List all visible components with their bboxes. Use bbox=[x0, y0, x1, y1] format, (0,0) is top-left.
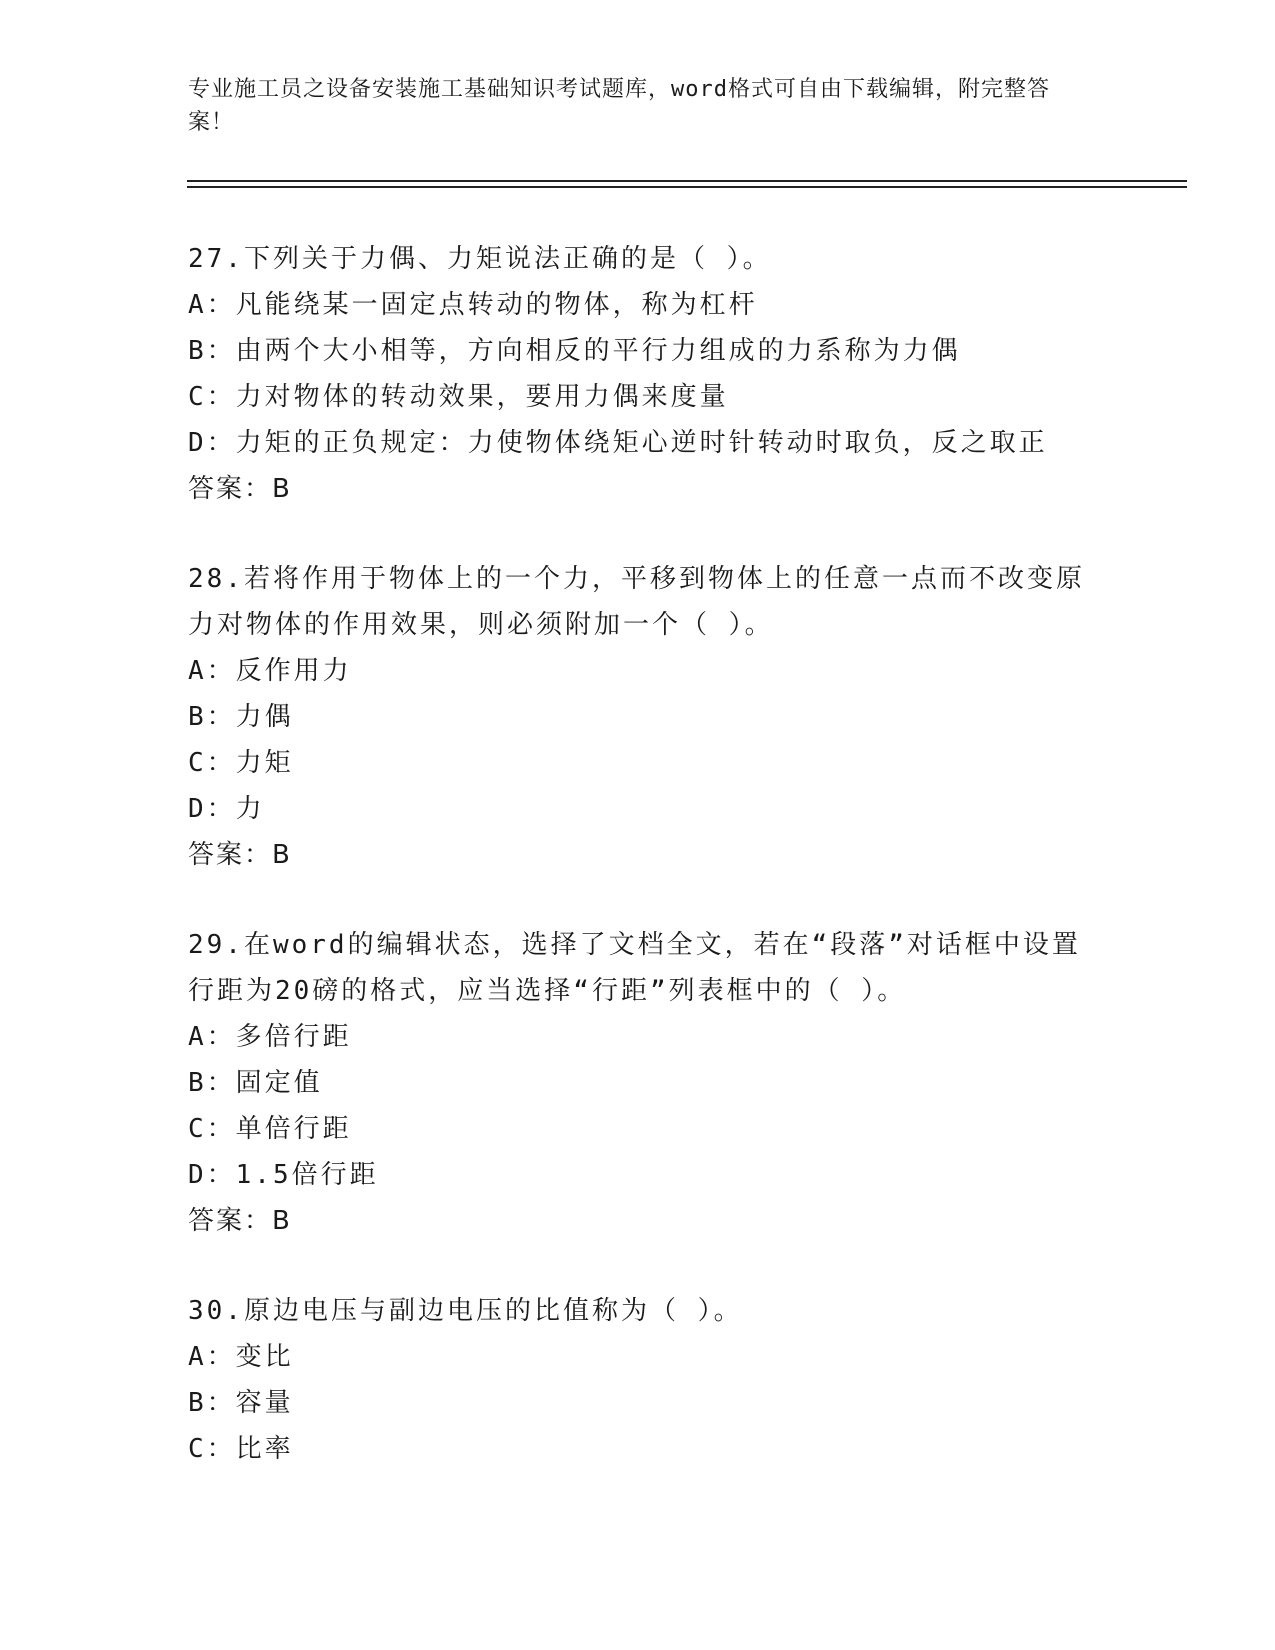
question-text: 30.原边电压与副边电压的比值称为（ ）。 bbox=[188, 1296, 743, 1326]
question-text: 27.下列关于力偶、力矩说法正确的是（ ）。 bbox=[188, 244, 772, 274]
option-a: A：变比 bbox=[188, 1342, 294, 1372]
option-b: B：固定值 bbox=[188, 1068, 323, 1098]
option-b: B：力偶 bbox=[188, 702, 294, 732]
option-c: C：比率 bbox=[188, 1434, 294, 1464]
header-divider-top bbox=[187, 180, 1187, 182]
option-d: D：力 bbox=[188, 794, 265, 824]
question-28 bbox=[188, 556, 1088, 878]
option-b: B：由两个大小相等，方向相反的平行力组成的力系称为力偶 bbox=[188, 336, 961, 366]
question-27 bbox=[188, 236, 1088, 512]
option-c: C：力对物体的转动效果，要用力偶来度量 bbox=[188, 382, 729, 412]
answer: 答案：B bbox=[188, 1206, 292, 1236]
document-header bbox=[188, 73, 1068, 139]
question-list bbox=[188, 236, 1088, 1516]
question-text: 29.在word的编辑状态，选择了文档全文，若在“段落”对话框中设置行距为20磅的格式，应当选择“行距”列表框中的（ ）。 bbox=[188, 930, 1081, 1006]
question-29 bbox=[188, 922, 1088, 1244]
option-b: B：容量 bbox=[188, 1388, 294, 1418]
option-c: C：单倍行距 bbox=[188, 1114, 352, 1144]
answer: 答案：B bbox=[188, 840, 292, 870]
header-description: 专业施工员之设备安装施工基础知识考试题库，word格式可自由下载编辑，附完整答案！ bbox=[188, 77, 1050, 135]
header-divider-bottom bbox=[187, 186, 1187, 188]
question-text: 28.若将作用于物体上的一个力，平移到物体上的任意一点而不改变原力对物体的作用效果，则必须附加一个（ ）。 bbox=[188, 564, 1085, 640]
option-a: A：反作用力 bbox=[188, 656, 352, 686]
option-a: A：多倍行距 bbox=[188, 1022, 352, 1052]
option-d: D：力矩的正负规定：力使物体绕矩心逆时针转动时取负，反之取正 bbox=[188, 428, 1048, 458]
option-d: D：1.5倍行距 bbox=[188, 1160, 379, 1190]
question-30 bbox=[188, 1288, 1088, 1472]
option-c: C：力矩 bbox=[188, 748, 294, 778]
option-a: A：凡能绕某一固定点转动的物体，称为杠杆 bbox=[188, 290, 758, 320]
answer: 答案：B bbox=[188, 474, 292, 504]
